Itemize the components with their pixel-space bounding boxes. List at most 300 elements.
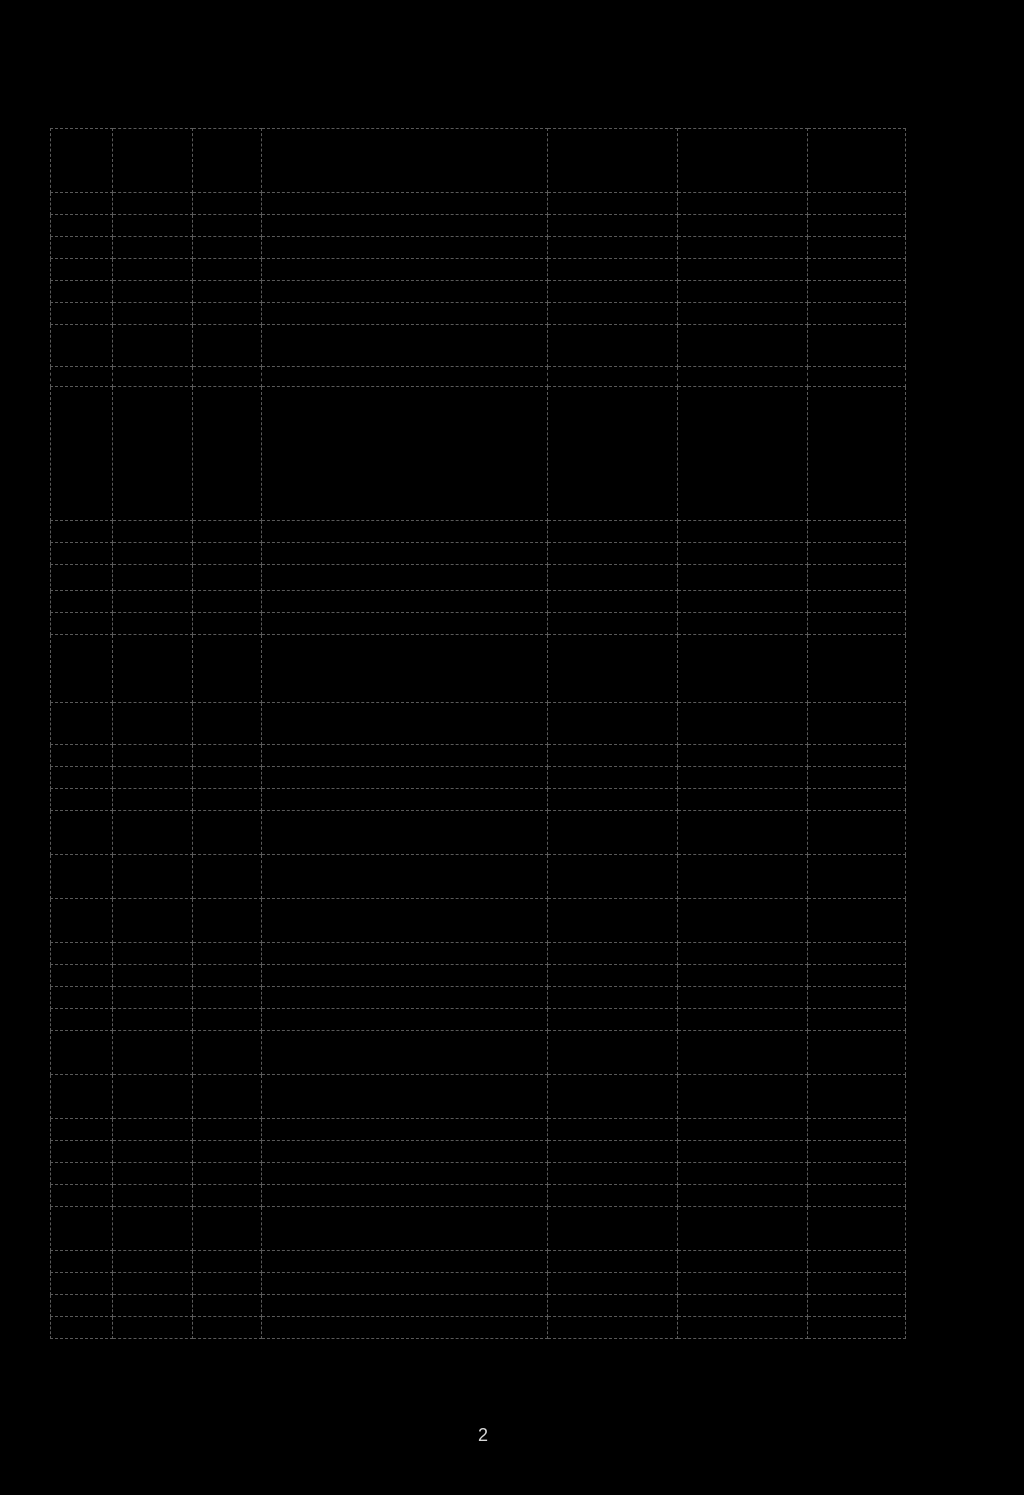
table-row [51,543,906,565]
table-row [51,1207,906,1251]
cell-paragraf: 6050 [193,855,262,899]
table-row [51,1251,906,1273]
cell-nazwa: Składki na ubezpieczenie [262,1251,548,1273]
cell-rozdzial [113,129,193,193]
cell-procent: 91,41 [808,325,906,367]
cell-paragraf: 4270 [193,591,262,613]
cell-nazwa: Składki na Fundusz Pracy [262,1119,548,1141]
cell-nazwa: Drogi publiczne gminne [262,281,548,303]
cell-paragraf [193,745,262,767]
cell-plan: 43 500,00 [548,281,678,303]
cell-dzial [51,987,113,1009]
cell-nazwa: Dotacja podmiotowa z budżetu dla jednostek niezaliczanych do sektora finansów publicznych [262,129,548,193]
cell-plan: 173 500,00 [548,1207,678,1251]
cell-dzial [51,965,113,987]
cell-dzial [51,387,113,521]
cell-paragraf [193,193,262,215]
cell-rozdzial [113,325,193,367]
cell-paragraf: 4110 [193,1075,262,1119]
cell-plan: 14 000,00 [548,943,678,965]
cell-rozdzial [113,387,193,521]
cell-rozdzial: 60017 [113,745,193,767]
cell-paragraf: 4270 [193,965,262,987]
cell-paragraf: 2650 [193,129,262,193]
cell-wykonanie: 39 994,20 [678,703,808,745]
cell-rozdzial: 70004 [113,1031,193,1075]
cell-procent: 79,23 [808,1163,906,1185]
cell-dzial [51,325,113,367]
cell-dzial [51,1207,113,1251]
table-row [51,591,906,613]
cell-dzial [51,1317,113,1339]
cell-plan: 30 000,00 [548,237,678,259]
cell-plan: 9 500,00 [548,303,678,325]
cell-wykonanie: 56 325,64 [678,613,808,635]
cell-dzial [51,1119,113,1141]
cell-dzial [51,303,113,325]
cell-dzial [51,789,113,811]
cell-procent: 94,74 [808,965,906,987]
cell-plan: 45 000,00 [548,703,678,745]
cell-wykonanie: 12 849,91 [678,943,808,965]
cell-dzial [51,565,113,591]
table-row [51,387,906,521]
cell-rozdzial [113,303,193,325]
cell-dzial [51,635,113,703]
table-row [51,1295,906,1317]
table-row [51,767,906,789]
cell-paragraf: 4390 [193,635,262,703]
cell-paragraf: 4300 [193,237,262,259]
cell-dzial [51,1141,113,1163]
cell-rozdzial [113,237,193,259]
cell-plan: 10 500,00 [548,635,678,703]
cell-plan: 1 500,00 [548,1295,678,1317]
table-row [51,215,906,237]
cell-rozdzial: 50095 [113,215,193,237]
cell-nazwa: Wydatki inwestycyjne jednostek budżetowych [262,855,548,899]
cell-dzial [51,703,113,745]
table-row [51,1075,906,1119]
cell-procent: 88,88 [808,703,906,745]
cell-paragraf [193,1009,262,1031]
cell-paragraf [193,1031,262,1075]
cell-rozdzial [113,543,193,565]
cell-nazwa: Zakup usług remontowych [262,767,548,789]
cell-rozdzial [113,855,193,899]
cell-rozdzial [113,259,193,281]
cell-paragraf: 4270 [193,767,262,789]
cell-plan: 21 000,00 [548,1185,678,1207]
cell-wykonanie: 0,00 [678,387,808,521]
cell-paragraf [193,367,262,387]
cell-wykonanie: 9 200,00 [678,543,808,565]
cell-nazwa: Zakup usług remontowych [262,303,548,325]
cell-procent: 84,08 [808,1031,906,1075]
table-body [51,129,906,1339]
cell-procent: 99,84 [808,237,906,259]
cell-wykonanie: 31 079,50 [678,325,808,367]
cell-wykonanie: 180,00 [678,987,808,1009]
cell-plan: 71 583,15 [548,613,678,635]
cell-wykonanie: 700 801,58 [678,521,808,543]
cell-wykonanie: 1 266 886,71 [678,965,808,987]
cell-dzial: 600 [51,193,113,215]
table-row [51,521,906,543]
cell-nazwa: Wydatki inwestycyjne jednostek budżetowych [262,325,548,367]
cell-paragraf [193,259,262,281]
cell-wykonanie: 29 951,00 [678,237,808,259]
cell-plan: 200,00 [548,1075,678,1119]
cell-rozdzial: 60011 [113,281,193,303]
cell-rozdzial [113,635,193,703]
cell-wykonanie: 40 579,38 [678,281,808,303]
table-row [51,1141,906,1163]
cell-rozdzial [113,965,193,987]
cell-nazwa: Zakup usług obejmujących wykonanie ekspertyz, analiz i opinii [262,635,548,703]
cell-paragraf: 4270 [193,303,262,325]
cell-dzial [51,367,113,387]
table-row [51,281,906,303]
cell-rozdzial: 60016 [113,521,193,543]
table-row [51,745,906,767]
cell-rozdzial: 60014 [113,367,193,387]
cell-nazwa: Zakup usług pozostałych [262,1185,548,1207]
cell-procent: 100,00 [808,303,906,325]
table-row [51,367,906,387]
cell-dzial [51,591,113,613]
cell-paragraf: 6300 [193,387,262,521]
cell-plan: 648 456,00 [548,767,678,789]
cell-paragraf: 4300 [193,1185,262,1207]
cell-procent: 93,56 [808,745,906,767]
cell-rozdzial [113,1273,193,1295]
cell-paragraf: 4210 [193,565,262,591]
cell-paragraf: 4480 [193,789,262,811]
cell-rozdzial [113,811,193,855]
cell-plan: 150 000,00 [548,387,678,521]
cell-rozdzial [113,767,193,789]
cell-rozdzial: 70005 [113,1207,193,1251]
cell-procent: 36,00 [808,987,906,1009]
cell-dzial [51,899,113,943]
cell-dzial [51,281,113,303]
cell-paragraf: 4170 [193,543,262,565]
cell-plan: 300,00 [548,1251,678,1273]
cell-paragraf: 4300 [193,613,262,635]
cell-nazwa: Zakup materiałów i wyposażenia [262,565,548,591]
cell-nazwa: Zakup usług remontowych [262,591,548,613]
cell-paragraf: 4270 [193,1163,262,1185]
cell-paragraf [193,215,262,237]
cell-plan: 1 337 106,18 [548,965,678,987]
cell-rozdzial: 60078 [113,899,193,943]
table-row [51,259,906,281]
cell-wykonanie: 0,00 [678,1119,808,1141]
cell-nazwa: Wynagrodzenia bezosobowe [262,1141,548,1163]
table-row [51,703,906,745]
cell-rozdzial [113,1185,193,1207]
cell-wykonanie: 0,00 [678,367,808,387]
cell-plan: 575 460,00 [548,591,678,613]
cell-wykonanie: 1 010,60 [678,1295,808,1317]
cell-rozdzial [113,1317,193,1339]
cell-paragraf: 4170 [193,1141,262,1163]
cell-wykonanie: 114 737,95 [678,1207,808,1251]
cell-plan: 2 000,00 [548,1163,678,1185]
cell-wykonanie: 863 609,64 [678,745,808,767]
table-row [51,303,906,325]
cell-wykonanie: 0,00 [678,1251,808,1273]
cell-nazwa: Transport i łączność [262,259,548,281]
cell-rozdzial [113,193,193,215]
cell-dzial [51,767,113,789]
cell-wykonanie: 190 481,80 [678,129,808,193]
cell-rozdzial [113,1251,193,1273]
cell-plan: 1 351 606,18 [548,899,678,943]
table-row [51,325,906,367]
table-row [51,1163,906,1185]
cell-dzial [51,1273,113,1295]
cell-paragraf: 6050 [193,703,262,745]
cell-procent: 76,67 [808,543,906,565]
cell-paragraf: 4170 [193,943,262,965]
cell-wykonanie: 1 000,00 [678,1273,808,1295]
cell-dzial [51,521,113,543]
cell-paragraf [193,521,262,543]
cell-nazwa: Zakup usług pozostałych [262,613,548,635]
cell-wykonanie: 1 584,52 [678,1163,808,1185]
cell-plan: 5 000,00 [548,1317,678,1339]
cell-wykonanie: 2 951,78 [678,1317,808,1339]
table-row [51,987,906,1009]
cell-rozdzial [113,1295,193,1317]
cell-paragraf: 6050 [193,325,262,367]
cell-wykonanie: 572 931,14 [678,591,808,613]
cell-dzial [51,237,113,259]
cell-procent: 99,37 [808,591,906,613]
cell-paragraf [193,899,262,943]
cell-rozdzial [113,1009,193,1031]
table-row [51,1317,906,1339]
cell-paragraf: 4170 [193,1273,262,1295]
cell-plan: 12 000,00 [548,543,678,565]
cell-paragraf: 4670 [193,811,262,855]
cell-procent: 93,28 [808,281,906,303]
cell-plan: 200 000,00 [548,129,678,193]
cell-paragraf: 4430 [193,987,262,1009]
cell-plan: 200,00 [548,1119,678,1141]
cell-rozdzial [113,1163,193,1185]
cell-rozdzial [113,1119,193,1141]
cell-rozdzial [113,613,193,635]
cell-procent: 95,24 [808,129,906,193]
cell-procent: 99,04 [808,855,906,899]
cell-paragraf: 4260 [193,1317,262,1339]
cell-plan: 706 543,04 [548,521,678,543]
cell-wykonanie: 34 320,00 [678,789,808,811]
cell-procent: 100,00 [808,811,906,855]
cell-rozdzial [113,703,193,745]
cell-paragraf [193,281,262,303]
cell-dzial [51,543,113,565]
table-row [51,237,906,259]
table-row [51,1185,906,1207]
table-row [51,811,906,855]
cell-rozdzial [113,1075,193,1119]
cell-procent: 58,04 [808,1317,906,1339]
cell-nazwa: Handel [262,193,548,215]
cell-procent: 67,38 [808,1295,906,1317]
cell-plan: 30 000,00 [548,193,678,215]
cell-rozdzial [113,1141,193,1163]
cell-paragraf: 4210 [193,1295,262,1317]
cell-procent: - [808,1251,906,1273]
cell-nazwa: Pozostała działalność [262,215,548,237]
cell-nazwa: Drogi wewnętrzne [262,745,548,767]
cell-paragraf: 4120 [193,1119,262,1141]
cell-rozdzial [113,789,193,811]
table-row [51,943,906,965]
cell-procent: 98,78 [808,635,906,703]
cell-dzial [51,1251,113,1273]
cell-plan: 239 000,00 [548,855,678,899]
cell-procent: 68,31 [808,1009,906,1031]
cell-dzial [51,215,113,237]
cell-plan: 3 226 297,00 [548,259,678,281]
cell-procent: 95,95 [808,565,906,591]
cell-wykonanie: 9 499,88 [678,303,808,325]
cell-nazwa: Drogi publiczne gminne [262,521,548,543]
cell-wykonanie: 2 888 596,42 [678,259,808,281]
cell-dzial [51,1163,113,1185]
cell-wykonanie: 1 207,00 [678,811,808,855]
cell-dzial [51,1031,113,1075]
cell-procent: 96,60 [808,521,906,543]
cell-nazwa: Dotacja celowa na pomoc finansową udzielaną między jednostkami samorządu terytorialnego na dofinansowanie własnych zadań inwestycyjnych i zakupów inwestycyjnych [262,387,548,521]
cell-plan: 30 000,00 [548,215,678,237]
cell-wykonanie: 18 513,85 [678,1185,808,1207]
cell-dzial [51,129,113,193]
cell-dzial [51,1075,113,1119]
cell-dzial [51,1185,113,1207]
table-row [51,899,906,943]
cell-procent: 76,92 [808,1273,906,1295]
cell-nazwa: Drogi publiczne powiatowe [262,367,548,387]
cell-plan: 922 983,00 [548,745,678,767]
cell-nazwa: Różne jednostki obsługi gospodarki mieszkaniowej [262,1031,548,1075]
cell-dzial: 700 [51,1009,113,1031]
cell-wykonanie: 10 379,00 [678,635,808,703]
cell-dzial: 600 [51,259,113,281]
cell-plan: 500,00 [548,987,678,1009]
cell-procent: - [808,367,906,387]
table-row [51,965,906,987]
cell-procent: 91,79 [808,943,906,965]
cell-nazwa: Składki na ubezpieczenie społeczne [262,1075,548,1119]
table-row [51,789,906,811]
cell-nazwa: Różne opłaty i składki [262,987,548,1009]
cell-plan: 197 408,00 [548,1009,678,1031]
page-number: 2 [478,1425,489,1445]
table-row [51,635,906,703]
cell-dzial [51,943,113,965]
table-row [51,1273,906,1295]
cell-nazwa: Zakup materiałów i wyposażenia [262,1295,548,1317]
table-row [51,1119,906,1141]
cell-nazwa: Zakup usług remontowych [262,965,548,987]
cell-procent: 99,84 [808,193,906,215]
table-row [51,613,906,635]
table-row [51,129,906,193]
budget-table [50,128,906,1339]
cell-rozdzial [113,565,193,591]
cell-paragraf [193,1207,262,1251]
table-row [51,1031,906,1075]
cell-plan: 23 900,00 [548,1031,678,1075]
cell-rozdzial [113,987,193,1009]
table-row [51,565,906,591]
cell-wykonanie: 0,00 [678,1141,808,1163]
cell-wykonanie: 134 836,32 [678,1009,808,1031]
cell-wykonanie: 1 279 915,62 [678,899,808,943]
cell-nazwa: Odsetki od nieterminowych wpłat podatku od nieruchomości [262,811,548,855]
cell-wykonanie: 40 780,40 [678,565,808,591]
cell-nazwa: Wynagrodzenia bezosobowe [262,943,548,965]
table-row [51,855,906,899]
cell-nazwa: Gospodarka mieszkaniowa [262,1009,548,1031]
cell-procent: 94,69 [808,899,906,943]
cell-procent: 88,16 [808,1185,906,1207]
cell-plan: 1 300,00 [548,1273,678,1295]
cell-nazwa: Zakup usług pozostałych [262,237,548,259]
cell-wykonanie: 590 075,23 [678,767,808,789]
cell-rozdzial [113,591,193,613]
cell-procent: 100,00 [808,789,906,811]
cell-procent: 89,50 [808,259,906,281]
cell-plan: 150 000,00 [548,367,678,387]
cell-wykonanie: 20 098,37 [678,1031,808,1075]
cell-procent: 91,00 [808,767,906,789]
cell-dzial [51,855,113,899]
cell-nazwa: Zakup usług remontowych [262,1163,548,1185]
cell-wykonanie: 29 951,00 [678,215,808,237]
cell-plan: 42 500,00 [548,565,678,591]
cell-nazwa: Wynagrodzenia bezosobowe [262,1273,548,1295]
cell-dzial [51,745,113,767]
cell-procent: - [808,1119,906,1141]
cell-paragraf: 4110 [193,1251,262,1273]
cell-rozdzial [113,943,193,965]
cell-plan: 1 207,00 [548,811,678,855]
cell-plan: 500,00 [548,1141,678,1163]
cell-procent: - [808,1075,906,1119]
cell-dzial [51,613,113,635]
cell-procent: - [808,1141,906,1163]
cell-procent: - [808,387,906,521]
cell-nazwa: Wydatki inwestycyjne jednostek budżetowych [262,703,548,745]
cell-nazwa: Zakup energii [262,1317,548,1339]
cell-procent: 58,70 [808,613,906,635]
cell-procent: 99,84 [808,215,906,237]
cell-nazwa: Usuwanie skutków klęsk żywiołowych [262,899,548,943]
cell-procent: 66,13 [808,1207,906,1251]
cell-dzial [51,811,113,855]
cell-nazwa: Gospodarka gruntami i nieruchomościami [262,1207,548,1251]
cell-nazwa: Podatek od nieruchomości [262,789,548,811]
cell-nazwa: Wynagrodzenia bezosobowe [262,543,548,565]
cell-plan: 34 320,00 [548,789,678,811]
